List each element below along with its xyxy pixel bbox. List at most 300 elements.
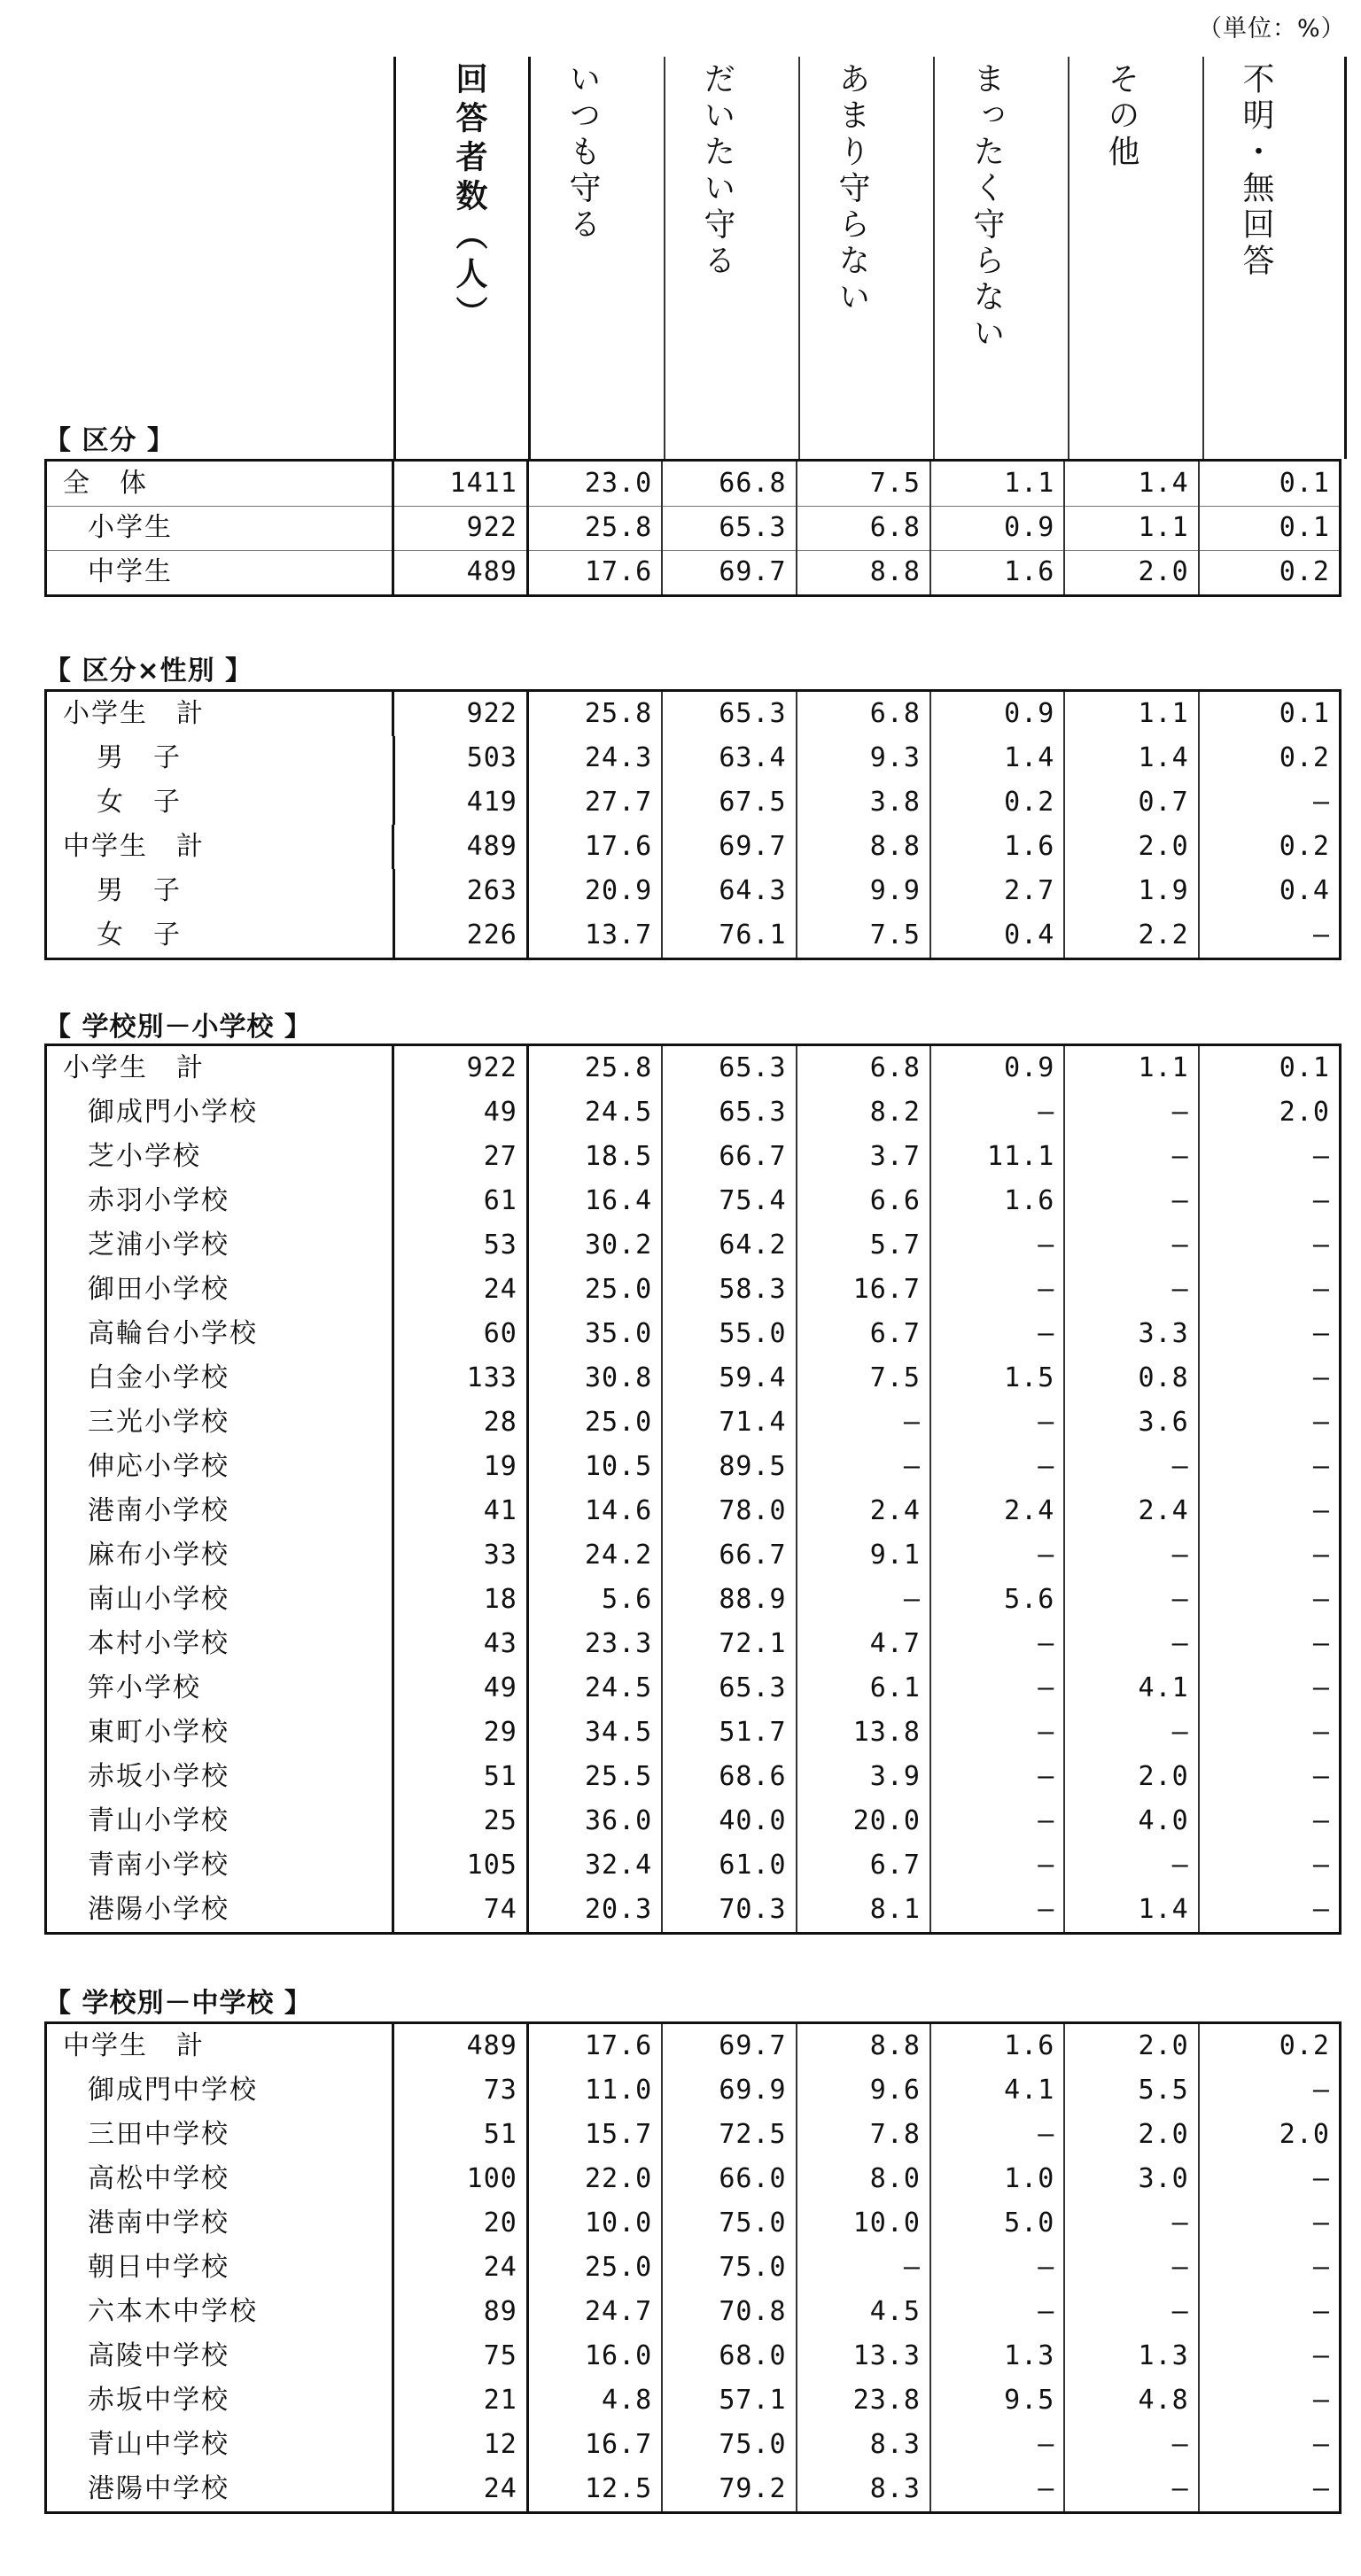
row-label: 麻布小学校 (47, 1533, 394, 1578)
value-cell: – (1065, 1533, 1199, 1578)
value-cell: 2.0 (1279, 1097, 1330, 1128)
value-cell: – (1065, 1223, 1199, 1268)
value-cell: 13.8 (797, 1711, 931, 1755)
value-cell: 0.7 (1065, 780, 1199, 825)
value-cell: 64.3 (663, 869, 797, 913)
value-cell: 3.9 (797, 1755, 931, 1799)
data-table (44, 2021, 1342, 2514)
row-label: 小学生 計 (47, 692, 394, 736)
value-cell: 72.1 (663, 1622, 797, 1666)
value-cell: – (1312, 1672, 1330, 1703)
value-cell: 0.9 (931, 506, 1065, 550)
value-cell: 33 (394, 1533, 528, 1578)
header-mostly (665, 57, 800, 459)
value-cell: 0.2 (1279, 831, 1330, 862)
row-label: 港陽中学校 (47, 2467, 394, 2511)
table-row (47, 2113, 1339, 2157)
value-cell: – (1065, 1843, 1199, 1888)
value-cell: 1.6 (931, 1179, 1065, 1223)
value-cell: 4.7 (797, 1622, 931, 1666)
value-cell: 7.8 (797, 2113, 931, 2157)
value-cell: 263 (395, 869, 529, 913)
value-cell: 35.0 (529, 1312, 663, 1356)
header-text: だいたい守る (699, 62, 735, 280)
table-row (47, 1401, 1339, 1445)
column-header-row (393, 57, 1347, 459)
value-cell: 5.0 (931, 2201, 1065, 2246)
header-text: いつも守る (564, 62, 601, 244)
value-cell: 1.3 (1065, 2334, 1199, 2378)
value-cell: 4.1 (931, 2068, 1065, 2113)
value-cell: 489 (394, 825, 528, 869)
value-cell: – (931, 1711, 1065, 1755)
table-row (47, 780, 1339, 825)
value-cell: 59.4 (663, 1356, 797, 1401)
value-cell: 0.2 (1279, 2030, 1330, 2061)
table-row (47, 462, 1339, 507)
value-cell: 68.0 (663, 2334, 797, 2378)
table-row (47, 1533, 1339, 1578)
value-cell: 40.0 (663, 1799, 797, 1843)
value-cell: 20.3 (529, 1888, 663, 1932)
row-label: 中学生 計 (47, 2024, 394, 2068)
value-cell: 1.6 (931, 2024, 1065, 2068)
value-cell: 30.8 (529, 1356, 663, 1401)
value-cell: – (1065, 2246, 1199, 2290)
value-cell: 8.1 (797, 1888, 931, 1932)
row-label: 御成門中学校 (47, 2068, 394, 2113)
value-cell: – (931, 1401, 1065, 1445)
section-title: 【 学校別－中学校 】 (44, 1988, 312, 2019)
value-cell: 69.7 (663, 550, 797, 594)
data-table (44, 1044, 1342, 1935)
value-cell: 70.8 (663, 2290, 797, 2334)
value-cell: – (1312, 1540, 1330, 1571)
value-cell: 8.0 (797, 2157, 931, 2201)
value-cell: 0.4 (931, 913, 1065, 958)
value-cell: – (1312, 1141, 1330, 1172)
value-cell: 60 (394, 1312, 528, 1356)
table-row (47, 2157, 1339, 2201)
value-cell: – (1065, 2290, 1199, 2334)
section-title: 【 区分×性別 】 (44, 656, 253, 687)
row-label: 芝浦小学校 (47, 1223, 394, 1268)
value-cell: – (1312, 1230, 1330, 1261)
value-cell: 6.7 (797, 1312, 931, 1356)
value-cell: – (1065, 1179, 1199, 1223)
value-cell: 226 (395, 913, 529, 958)
value-cell: 75.0 (663, 2201, 797, 2246)
section-title: 【 学校別－小学校 】 (44, 1012, 312, 1043)
row-label: 御田小学校 (47, 1268, 394, 1312)
header-text: まったく守らない (968, 62, 1005, 353)
value-cell: 79.2 (663, 2467, 797, 2511)
section-title: 【 区分 】 (44, 425, 175, 456)
value-cell: 6.8 (797, 506, 931, 550)
value-cell: 503 (395, 736, 529, 780)
value-cell: 6.6 (797, 1179, 931, 1223)
value-cell: 2.4 (931, 1489, 1065, 1533)
table-row (47, 2378, 1339, 2423)
value-cell: 3.3 (1065, 1312, 1199, 1356)
value-cell: 16.7 (529, 2423, 663, 2467)
value-cell: – (931, 2113, 1065, 2157)
value-cell: – (1065, 1711, 1199, 1755)
value-cell: – (1065, 1135, 1199, 1179)
value-cell: 24 (394, 2246, 528, 2290)
row-label: 御成門小学校 (47, 1090, 394, 1135)
value-cell: – (1312, 787, 1330, 818)
value-cell: 2.0 (1065, 1755, 1199, 1799)
table-row (47, 1755, 1339, 1799)
value-cell: 4.5 (797, 2290, 931, 2334)
row-label: 港南小学校 (47, 1489, 394, 1533)
header-text: 回答者数（人） (451, 62, 487, 335)
value-cell: – (931, 1533, 1065, 1578)
row-label: 六本木中学校 (47, 2290, 394, 2334)
value-cell: – (1312, 1362, 1330, 1393)
value-cell: 1.6 (931, 550, 1065, 594)
value-cell: 29 (394, 1711, 528, 1755)
value-cell: 9.6 (797, 2068, 931, 2113)
value-cell: 61.0 (663, 1843, 797, 1888)
value-cell: 18.5 (529, 1135, 663, 1179)
value-cell: 51.7 (663, 1711, 797, 1755)
value-cell: 2.2 (1065, 913, 1199, 958)
value-cell: 0.2 (931, 780, 1065, 825)
header-text: その他 (1103, 62, 1139, 171)
row-label: 男 子 (47, 736, 395, 780)
table-row (47, 692, 1339, 736)
table-row (47, 1135, 1339, 1179)
value-cell: 3.0 (1065, 2157, 1199, 2201)
table-row (47, 913, 1339, 958)
value-cell: 1.1 (1065, 1046, 1199, 1090)
value-cell: 66.7 (663, 1533, 797, 1578)
value-cell: 24.7 (529, 2290, 663, 2334)
table-row (47, 1888, 1339, 1932)
value-cell: 1.9 (1065, 869, 1199, 913)
value-cell: 8.2 (797, 1090, 931, 1135)
value-cell: – (1312, 1318, 1330, 1349)
value-cell: – (1312, 1584, 1330, 1615)
row-label: 小学生 計 (47, 1046, 394, 1090)
value-cell: 72.5 (663, 2113, 797, 2157)
row-label: 高陵中学校 (47, 2334, 394, 2378)
value-cell: 15.7 (529, 2113, 663, 2157)
row-label: 高輪台小学校 (47, 1312, 394, 1356)
value-cell: 75.0 (663, 2246, 797, 2290)
value-cell: 1.1 (931, 462, 1065, 506)
table-row (47, 2334, 1339, 2378)
value-cell: 922 (394, 1046, 528, 1090)
value-cell: 75.0 (663, 2423, 797, 2467)
value-cell: 24.2 (529, 1533, 663, 1578)
value-cell: – (1065, 1578, 1199, 1622)
table-row (47, 1799, 1339, 1843)
value-cell: 25.8 (529, 506, 663, 550)
value-cell: 75.4 (663, 1179, 797, 1223)
row-label: 朝日中学校 (47, 2246, 394, 2290)
row-label: 青山小学校 (47, 1799, 394, 1843)
value-cell: 68.6 (663, 1755, 797, 1799)
row-label: 三田中学校 (47, 2113, 394, 2157)
value-cell: 24 (394, 2467, 528, 2511)
value-cell: 63.4 (663, 736, 797, 780)
value-cell: 3.8 (797, 780, 931, 825)
value-cell: 0.2 (1279, 556, 1330, 587)
value-cell: 12 (394, 2423, 528, 2467)
value-cell: 6.8 (797, 692, 931, 736)
value-cell: 74 (394, 1888, 528, 1932)
row-label: 赤坂小学校 (47, 1755, 394, 1799)
value-cell: 5.5 (1065, 2068, 1199, 2113)
table-row (47, 1666, 1339, 1711)
value-cell: 71.4 (663, 1401, 797, 1445)
row-label: 男 子 (47, 869, 395, 913)
header-unknown (1204, 57, 1344, 459)
value-cell: – (1312, 1495, 1330, 1526)
table-row (47, 1622, 1339, 1666)
value-cell: 27 (394, 1135, 528, 1179)
value-cell: 69.9 (663, 2068, 797, 2113)
row-label: 芝小学校 (47, 1135, 394, 1179)
value-cell: – (931, 1268, 1065, 1312)
value-cell: – (1312, 1894, 1330, 1925)
data-table (44, 689, 1342, 960)
value-cell: 0.9 (931, 1046, 1065, 1090)
row-label: 赤羽小学校 (47, 1179, 394, 1223)
value-cell: 73 (394, 2068, 528, 2113)
value-cell: 8.8 (797, 2024, 931, 2068)
header-rarely (800, 57, 935, 459)
value-cell: 17.6 (529, 2024, 663, 2068)
value-cell: 25.8 (529, 692, 663, 736)
table-row (47, 736, 1339, 780)
value-cell: 25 (394, 1799, 528, 1843)
value-cell: 4.8 (529, 2378, 663, 2423)
value-cell: 489 (394, 2024, 528, 2068)
value-cell: – (1312, 1451, 1330, 1482)
table-row (47, 1578, 1339, 1622)
value-cell: 3.7 (797, 1135, 931, 1179)
value-cell: 36.0 (529, 1799, 663, 1843)
value-cell: 11.0 (529, 2068, 663, 2113)
value-cell: 1.4 (931, 736, 1065, 780)
value-cell: 24.5 (529, 1666, 663, 1711)
value-cell: – (1312, 2075, 1330, 2106)
value-cell: 24.3 (529, 736, 663, 780)
row-label: 小学生 (47, 506, 394, 550)
value-cell: 922 (394, 692, 528, 736)
value-cell: 25.0 (529, 1401, 663, 1445)
value-cell: 2.4 (1065, 1489, 1199, 1533)
value-cell: 0.8 (1065, 1356, 1199, 1401)
value-cell: 23.0 (529, 462, 663, 506)
table-row (47, 1223, 1339, 1268)
value-cell: 49 (394, 1666, 528, 1711)
value-cell: 2.0 (1065, 550, 1199, 594)
value-cell: 24.5 (529, 1090, 663, 1135)
value-cell: 17.6 (529, 550, 663, 594)
value-cell: 2.0 (1065, 825, 1199, 869)
row-label: 中学生 計 (47, 825, 394, 869)
table-row (47, 2068, 1339, 2113)
value-cell: 19 (394, 1445, 528, 1489)
value-cell: 30.2 (529, 1223, 663, 1268)
row-label: 港陽小学校 (47, 1888, 394, 1932)
value-cell: – (797, 1578, 931, 1622)
value-cell: 16.4 (529, 1179, 663, 1223)
value-cell: 17.6 (529, 825, 663, 869)
value-cell: 6.8 (797, 1046, 931, 1090)
table-row (47, 2423, 1339, 2467)
value-cell: 489 (394, 550, 528, 594)
data-table (44, 459, 1342, 597)
table-row (47, 2024, 1339, 2068)
value-cell: – (931, 1622, 1065, 1666)
value-cell: 2.0 (1065, 2113, 1199, 2157)
value-cell: 2.4 (797, 1489, 931, 1533)
value-cell: 0.1 (1279, 512, 1330, 543)
row-label: 南山小学校 (47, 1578, 394, 1622)
value-cell: – (1065, 1090, 1199, 1135)
value-cell: 0.2 (1279, 742, 1330, 773)
value-cell: 66.7 (663, 1135, 797, 1179)
value-cell: 57.1 (663, 2378, 797, 2423)
value-cell: 2.7 (931, 869, 1065, 913)
value-cell: 51 (394, 1755, 528, 1799)
value-cell: – (797, 1445, 931, 1489)
value-cell: 24 (394, 1268, 528, 1312)
value-cell: 69.7 (663, 825, 797, 869)
value-cell: 419 (395, 780, 529, 825)
row-label: 中学生 (47, 550, 394, 594)
value-cell: 2.0 (1279, 2119, 1330, 2150)
value-cell: 1.4 (1065, 1888, 1199, 1932)
value-cell: – (1312, 1761, 1330, 1792)
value-cell: 1.3 (931, 2334, 1065, 2378)
value-cell: 25.0 (529, 2246, 663, 2290)
row-label: 青山中学校 (47, 2423, 394, 2467)
value-cell: 25.5 (529, 1755, 663, 1799)
value-cell: 23.8 (797, 2378, 931, 2423)
value-cell: 7.5 (797, 1356, 931, 1401)
value-cell: 922 (394, 506, 528, 550)
value-cell: – (1312, 1407, 1330, 1438)
value-cell: – (1312, 919, 1330, 950)
value-cell: 0.4 (1279, 875, 1330, 906)
row-label: 赤坂中学校 (47, 2378, 394, 2423)
value-cell: 69.7 (663, 2024, 797, 2068)
table-row (47, 506, 1339, 551)
value-cell: 75 (394, 2334, 528, 2378)
value-cell: 34.5 (529, 1711, 663, 1755)
value-cell: 4.1 (1065, 1666, 1199, 1711)
value-cell: 23.3 (529, 1622, 663, 1666)
value-cell: – (931, 1312, 1065, 1356)
table-row (47, 2290, 1339, 2334)
table-row (47, 1711, 1339, 1755)
value-cell: 5.7 (797, 1223, 931, 1268)
row-label: 本村小学校 (47, 1622, 394, 1666)
value-cell: 8.3 (797, 2467, 931, 2511)
value-cell: – (1312, 1805, 1330, 1836)
value-cell: 0.1 (1279, 468, 1330, 499)
value-cell: 8.8 (797, 550, 931, 594)
value-cell: 21 (394, 2378, 528, 2423)
value-cell: 8.8 (797, 825, 931, 869)
value-cell: 133 (394, 1356, 528, 1401)
value-cell: – (1065, 1268, 1199, 1312)
value-cell: 22.0 (529, 2157, 663, 2201)
value-cell: 67.5 (663, 780, 797, 825)
value-cell: 28 (394, 1401, 528, 1445)
value-cell: 5.6 (931, 1578, 1065, 1622)
value-cell: 9.9 (797, 869, 931, 913)
value-cell: 0.9 (931, 692, 1065, 736)
value-cell: – (1312, 1850, 1330, 1881)
value-cell: 7.5 (797, 462, 931, 506)
value-cell: 10.5 (529, 1445, 663, 1489)
table-row (47, 1046, 1339, 1090)
value-cell: 16.7 (797, 1268, 931, 1312)
value-cell: 2.0 (1065, 2024, 1199, 2068)
value-cell: 78.0 (663, 1489, 797, 1533)
value-cell: 25.0 (529, 1268, 663, 1312)
value-cell: 18 (394, 1578, 528, 1622)
table-row (47, 1268, 1339, 1312)
row-label: 三光小学校 (47, 1401, 394, 1445)
value-cell: 1.0 (931, 2157, 1065, 2201)
value-cell: – (931, 1666, 1065, 1711)
value-cell: 10.0 (797, 2201, 931, 2246)
value-cell: 20 (394, 2201, 528, 2246)
table-row (47, 1843, 1339, 1888)
value-cell: – (1312, 2252, 1330, 2283)
value-cell: – (1312, 2163, 1330, 2194)
row-label: 東町小学校 (47, 1711, 394, 1755)
value-cell: 11.1 (931, 1135, 1065, 1179)
value-cell: 13.7 (529, 913, 663, 958)
value-cell: – (1312, 2340, 1330, 2371)
value-cell: 1411 (394, 462, 528, 506)
value-cell: 9.1 (797, 1533, 931, 1578)
value-cell: – (931, 1223, 1065, 1268)
header-other (1069, 57, 1204, 459)
value-cell: 1.1 (1065, 506, 1199, 550)
value-cell: – (931, 1755, 1065, 1799)
value-cell: 65.3 (663, 1090, 797, 1135)
table-row (47, 2467, 1339, 2511)
value-cell: 5.6 (529, 1578, 663, 1622)
value-cell: – (1312, 2296, 1330, 2327)
table-row (47, 2246, 1339, 2290)
row-label: 女 子 (47, 913, 395, 958)
table-row (47, 550, 1339, 594)
row-label: 伸応小学校 (47, 1445, 394, 1489)
value-cell: 13.3 (797, 2334, 931, 2378)
table-row (47, 1090, 1339, 1135)
row-label: 青南小学校 (47, 1843, 394, 1888)
value-cell: 6.1 (797, 1666, 931, 1711)
value-cell: 49 (394, 1090, 528, 1135)
value-cell: – (1065, 2423, 1199, 2467)
header-never (935, 57, 1069, 459)
value-cell: 65.3 (663, 1666, 797, 1711)
row-label: 高松中学校 (47, 2157, 394, 2201)
value-cell: 43 (394, 1622, 528, 1666)
